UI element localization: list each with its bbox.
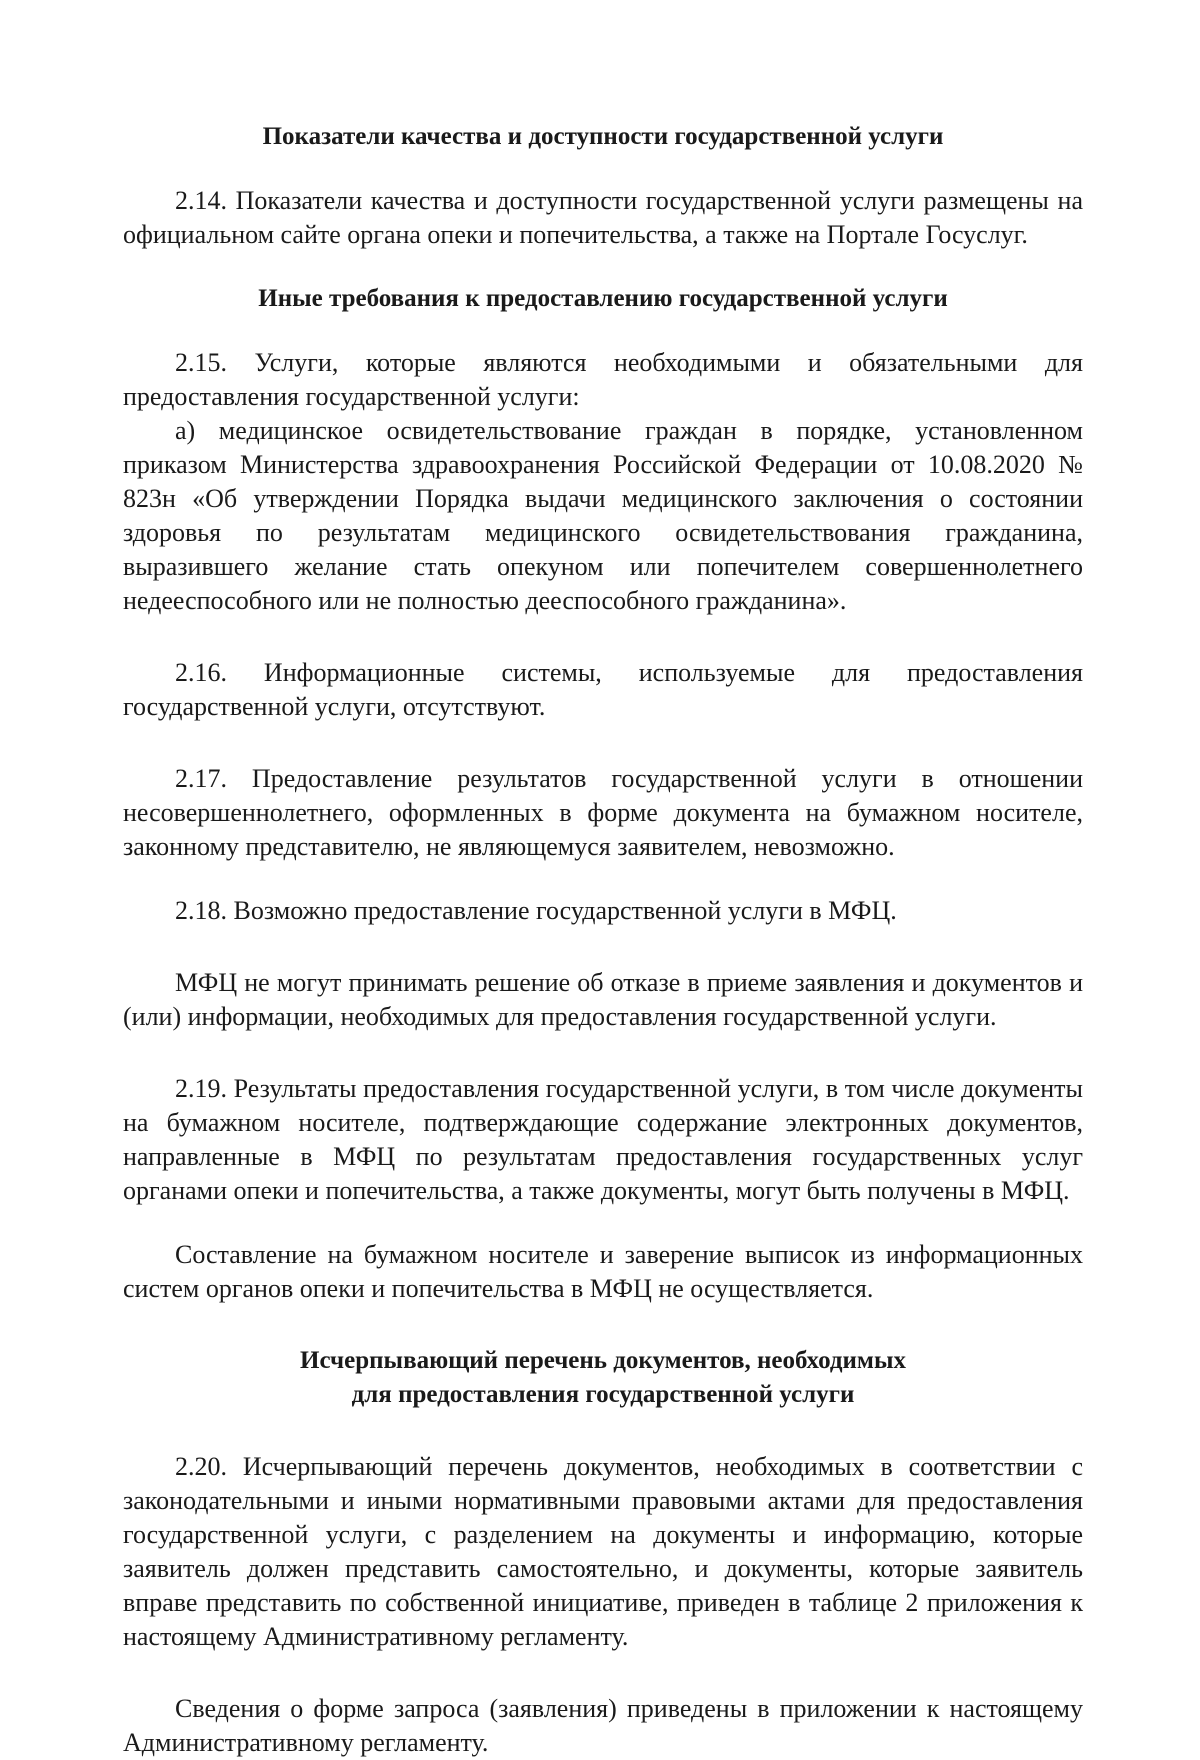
heading-quality-indicators: Показатели качества и доступности государственной услуги [262, 123, 944, 150]
paragraph-2-15: 2.15. Услуги, которые являются необходимыми и обязательными для предоставления государственной услуги: [123, 348, 1083, 411]
paragraph-2-18-mfc: МФЦ не могут принимать решение об отказе в приеме заявления и документов и (или) информации, необходимых для предоставления государственной услуги. [123, 968, 1083, 1031]
paragraph-2-14: 2.14. Показатели качества и доступности государственной услуги размещены на официальном сайте органа опеки и попечительства, а также на Портале Госуслуг. [123, 186, 1083, 249]
paragraph-2-19: 2.19. Результаты предоставления государственной услуги, в том числе документы на бумажном носителе, подтверждающие содержание электронных документов, направленные в МФЦ по результатам предоставления государственных услуг органами опеки и попечительства, а также документы, могут быть получены в МФЦ. [123, 1074, 1083, 1205]
heading-documents-list-line1: Исчерпывающий перечень документов, необходимых [300, 1347, 906, 1374]
heading-other-requirements: Иные требования к предоставлению государственной услуги [258, 285, 948, 312]
heading-documents-list [123, 1344, 1083, 1412]
paragraph-2-16: 2.16. Информационные системы, используемые для предоставления государственной услуги, отсутствуют. [123, 658, 1083, 721]
document-body [123, 120, 1083, 1760]
paragraph-2-17: 2.17. Предоставление результатов государственной услуги в отношении несовершеннолетнего, оформленных в форме документа на бумажном носителе, законному представителю, не являющемуся заявителем, невозможно. [123, 764, 1083, 861]
paragraph-2-15-a: а) медицинское освидетельствование граждан в порядке, установленном приказом Министерства здравоохранения Российской Федерации от 10.08.2020 № 823н «Об утверждении Порядка выдачи медицинского заключения о состоянии здоровья по результатам медицинского освидетельствования гражданина, выразившего желание стать опекуном или попечителем совершеннолетнего недееспособного или не полностью дееспособного гражданина». [123, 416, 1083, 615]
paragraph-2-20-form: Сведения о форме запроса (заявления) приведены в приложении к настоящему Административному регламенту. [123, 1694, 1083, 1757]
heading-documents-list-line2: для предоставления государственной услуги [351, 1381, 855, 1408]
paragraph-2-19-extracts: Составление на бумажном носителе и заверение выписок из информационных систем органов опеки и попечительства в МФЦ не осуществляется. [123, 1240, 1083, 1303]
paragraph-2-18: 2.18. Возможно предоставление государственной услуги в МФЦ. [175, 896, 897, 925]
paragraph-2-20: 2.20. Исчерпывающий перечень документов, необходимых в соответствии с законодательными и иными нормативными правовыми актами для предоставления государственной услуги, с разделением на документы и информацию, которые заявитель должен представить самостоятельно, и документы, которые заявитель вправе представить по собственной инициативе, приведен в таблице 2 приложения к настоящему Административному регламенту. [123, 1452, 1083, 1651]
